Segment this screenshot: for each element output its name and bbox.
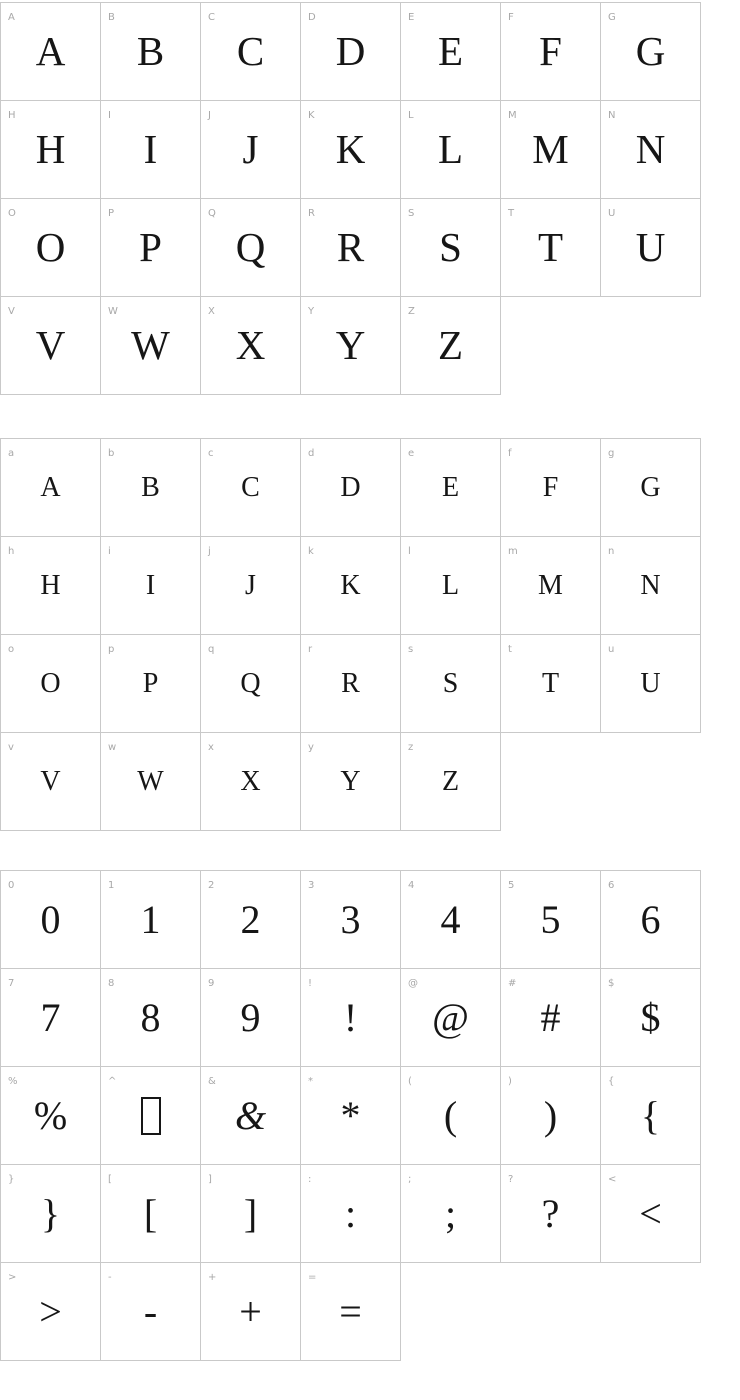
cell-label: } bbox=[8, 1174, 15, 1185]
char-cell bbox=[101, 1165, 201, 1263]
cell-glyph: H bbox=[35, 126, 66, 172]
cell-label: * bbox=[308, 1076, 313, 1087]
cell-glyph: 7 bbox=[40, 994, 61, 1040]
cell-glyph: W bbox=[131, 322, 170, 368]
cell-label: r bbox=[308, 644, 313, 655]
cell-glyph: ] bbox=[243, 1190, 258, 1236]
char-cell bbox=[1, 1067, 101, 1165]
cell-label: y bbox=[308, 742, 314, 753]
cell-glyph: 3 bbox=[340, 896, 361, 942]
char-cell bbox=[601, 3, 701, 101]
cell-glyph: A bbox=[35, 28, 66, 74]
char-row bbox=[1, 1165, 701, 1263]
char-cell bbox=[201, 871, 301, 969]
cell-label: C bbox=[208, 12, 215, 23]
char-row bbox=[1, 1067, 701, 1165]
char-cell bbox=[201, 635, 301, 733]
cell-glyph: + bbox=[239, 1288, 262, 1334]
char-cell bbox=[301, 439, 401, 537]
section-digits-and-symbols bbox=[0, 870, 740, 1361]
cell-glyph: V bbox=[35, 322, 66, 368]
cell-glyph: Y bbox=[340, 765, 361, 797]
cell-glyph: X bbox=[235, 322, 266, 368]
cell-label: [ bbox=[108, 1174, 112, 1185]
cell-label: I bbox=[108, 110, 111, 121]
cell-glyph: S bbox=[442, 667, 459, 699]
cell-glyph: 5 bbox=[540, 896, 561, 942]
cell-label: p bbox=[108, 644, 115, 655]
cell-label: n bbox=[608, 546, 615, 557]
cell-label: X bbox=[208, 306, 215, 317]
char-cell bbox=[101, 871, 201, 969]
cell-label: k bbox=[308, 546, 314, 557]
cell-glyph: $ bbox=[640, 994, 661, 1040]
char-cell bbox=[601, 969, 701, 1067]
cell-glyph: D bbox=[340, 471, 361, 503]
char-cell bbox=[401, 1067, 501, 1165]
char-cell bbox=[1, 3, 101, 101]
cell-label: w bbox=[108, 742, 117, 753]
cell-label: 4 bbox=[408, 880, 415, 891]
char-cell bbox=[301, 1263, 401, 1361]
cell-label: i bbox=[108, 546, 111, 557]
char-row bbox=[1, 3, 701, 101]
cell-label: G bbox=[608, 12, 616, 23]
char-cell bbox=[1, 635, 101, 733]
cell-glyph: P bbox=[139, 224, 162, 270]
cell-glyph: 8 bbox=[140, 994, 161, 1040]
cell-label: S bbox=[408, 208, 415, 219]
char-cell bbox=[401, 635, 501, 733]
cell-label: Y bbox=[308, 306, 315, 317]
cell-label: ; bbox=[408, 1174, 412, 1185]
cell-glyph: U bbox=[640, 667, 661, 699]
cell-glyph: Z bbox=[441, 765, 460, 797]
char-cell bbox=[601, 199, 701, 297]
char-cell bbox=[501, 969, 601, 1067]
cell-label: 0 bbox=[8, 880, 15, 891]
char-cell bbox=[601, 439, 701, 537]
char-cell bbox=[1, 1165, 101, 1263]
char-cell bbox=[601, 101, 701, 199]
cell-label: R bbox=[308, 208, 315, 219]
char-cell bbox=[201, 101, 301, 199]
char-cell bbox=[401, 1165, 501, 1263]
cell-label: ( bbox=[408, 1076, 412, 1087]
cell-glyph: ? bbox=[541, 1190, 560, 1236]
cell-label: { bbox=[608, 1076, 615, 1087]
cell-label: D bbox=[308, 12, 316, 23]
cell-label: - bbox=[108, 1272, 112, 1283]
char-row bbox=[1, 537, 701, 635]
cell-label: ^ bbox=[108, 1076, 117, 1087]
cell-glyph: R bbox=[341, 667, 360, 699]
char-cell bbox=[401, 199, 501, 297]
cell-label: u bbox=[608, 644, 615, 655]
cell-label: 1 bbox=[108, 880, 115, 891]
cell-glyph: U bbox=[635, 224, 666, 270]
cell-label: Z bbox=[408, 306, 415, 317]
cell-glyph: I bbox=[143, 126, 158, 172]
char-row bbox=[1, 1263, 701, 1361]
char-row bbox=[1, 101, 701, 199]
cell-label: 5 bbox=[508, 880, 515, 891]
cell-glyph: B bbox=[141, 471, 160, 503]
cell-label: q bbox=[208, 644, 215, 655]
cell-label: K bbox=[308, 110, 315, 121]
cell-glyph: } bbox=[40, 1190, 61, 1236]
char-row bbox=[1, 199, 701, 297]
char-cell bbox=[1, 101, 101, 199]
char-cell bbox=[301, 1165, 401, 1263]
cell-label: ] bbox=[208, 1174, 212, 1185]
char-cell bbox=[301, 635, 401, 733]
cell-glyph: M bbox=[538, 569, 563, 601]
char-cell bbox=[501, 1067, 601, 1165]
cell-label: z bbox=[408, 742, 414, 753]
cell-glyph: B bbox=[136, 28, 165, 74]
char-cell bbox=[601, 871, 701, 969]
char-cell bbox=[201, 297, 301, 395]
char-row bbox=[1, 439, 701, 537]
cell-glyph: Q bbox=[240, 667, 261, 699]
cell-label: M bbox=[508, 110, 517, 121]
char-cell bbox=[601, 537, 701, 635]
cell-glyph: T bbox=[541, 667, 560, 699]
cell-glyph: N bbox=[640, 569, 661, 601]
char-cell bbox=[301, 871, 401, 969]
cell-glyph: Z bbox=[437, 322, 464, 368]
cell-label: s bbox=[408, 644, 414, 655]
cell-label: P bbox=[108, 208, 115, 219]
char-cell bbox=[1, 199, 101, 297]
cell-label: > bbox=[8, 1272, 17, 1283]
char-cell bbox=[1, 871, 101, 969]
cell-glyph: ) bbox=[543, 1092, 558, 1138]
char-cell bbox=[601, 1165, 701, 1263]
cell-label: E bbox=[408, 12, 415, 23]
cell-label: b bbox=[108, 448, 115, 459]
cell-label: 6 bbox=[608, 880, 615, 891]
cell-glyph: - bbox=[143, 1288, 158, 1334]
char-row bbox=[1, 635, 701, 733]
cell-glyph: L bbox=[441, 569, 460, 601]
char-cell bbox=[201, 537, 301, 635]
cell-glyph: P bbox=[142, 667, 159, 699]
uppercase-letters-table bbox=[0, 2, 701, 395]
cell-glyph: N bbox=[635, 126, 666, 172]
cell-label: a bbox=[8, 448, 15, 459]
char-cell bbox=[201, 3, 301, 101]
cell-glyph: E bbox=[441, 471, 460, 503]
cell-label: N bbox=[608, 110, 616, 121]
cell-label: Q bbox=[208, 208, 216, 219]
digits-and-symbols-table bbox=[0, 870, 701, 1361]
cell-glyph: Y bbox=[335, 322, 366, 368]
char-cell bbox=[101, 1067, 201, 1165]
cell-glyph: 4 bbox=[440, 896, 461, 942]
cell-glyph: ! bbox=[343, 994, 358, 1040]
char-cell bbox=[501, 199, 601, 297]
cell-glyph: = bbox=[339, 1288, 362, 1334]
char-cell bbox=[101, 1263, 201, 1361]
char-cell bbox=[201, 1263, 301, 1361]
char-row bbox=[1, 871, 701, 969]
cell-glyph: O bbox=[35, 224, 66, 270]
cell-label: m bbox=[508, 546, 518, 557]
cell-glyph: { bbox=[640, 1092, 661, 1138]
cell-glyph: V bbox=[40, 765, 61, 797]
char-cell bbox=[201, 199, 301, 297]
char-row bbox=[1, 969, 701, 1067]
char-cell bbox=[401, 969, 501, 1067]
cell-glyph: G bbox=[640, 471, 661, 503]
char-cell bbox=[401, 733, 501, 831]
cell-glyph: W bbox=[137, 765, 164, 797]
cell-label: U bbox=[608, 208, 616, 219]
cell-glyph: [ bbox=[143, 1190, 158, 1236]
cell-label: H bbox=[8, 110, 16, 121]
lowercase-small-caps-table bbox=[0, 438, 701, 831]
cell-glyph: J bbox=[245, 569, 256, 601]
cell-label: c bbox=[208, 448, 214, 459]
char-cell bbox=[401, 871, 501, 969]
cell-label: L bbox=[408, 110, 414, 121]
cell-label: T bbox=[508, 208, 515, 219]
cell-label: % bbox=[8, 1076, 18, 1087]
char-cell bbox=[501, 3, 601, 101]
cell-glyph: @ bbox=[432, 994, 469, 1040]
char-cell bbox=[101, 537, 201, 635]
cell-glyph: K bbox=[340, 569, 361, 601]
char-cell bbox=[601, 1067, 701, 1165]
cell-label: j bbox=[208, 546, 211, 557]
cell-glyph: J bbox=[242, 126, 259, 172]
char-cell bbox=[201, 969, 301, 1067]
cell-label: 2 bbox=[208, 880, 215, 891]
cell-glyph: Q bbox=[235, 224, 266, 270]
char-cell bbox=[501, 635, 601, 733]
cell-label: & bbox=[208, 1076, 216, 1087]
char-cell bbox=[501, 439, 601, 537]
char-cell bbox=[201, 1165, 301, 1263]
char-cell bbox=[101, 3, 201, 101]
char-cell bbox=[1, 733, 101, 831]
char-cell bbox=[401, 537, 501, 635]
cell-glyph: A bbox=[40, 471, 61, 503]
cell-label: : bbox=[308, 1174, 312, 1185]
char-cell bbox=[501, 1165, 601, 1263]
char-cell bbox=[1, 1263, 101, 1361]
cell-label: F bbox=[508, 12, 514, 23]
cell-glyph: C bbox=[241, 471, 260, 503]
char-cell bbox=[101, 101, 201, 199]
char-cell bbox=[301, 101, 401, 199]
cell-glyph: 9 bbox=[240, 994, 261, 1040]
char-cell bbox=[201, 733, 301, 831]
cell-label: 9 bbox=[208, 978, 215, 989]
cell-label: ? bbox=[508, 1174, 514, 1185]
cell-label: J bbox=[208, 110, 211, 121]
char-cell bbox=[301, 969, 401, 1067]
cell-glyph: & bbox=[234, 1092, 267, 1138]
cell-glyph: % bbox=[33, 1092, 68, 1138]
cell-glyph: : bbox=[344, 1190, 357, 1236]
char-cell bbox=[601, 635, 701, 733]
cell-glyph: I bbox=[145, 569, 156, 601]
cell-label: W bbox=[108, 306, 118, 317]
cell-glyph: R bbox=[336, 224, 365, 270]
char-cell bbox=[301, 1067, 401, 1165]
cell-label: 7 bbox=[8, 978, 15, 989]
char-cell bbox=[501, 871, 601, 969]
cell-glyph: X bbox=[240, 765, 261, 797]
cell-label: e bbox=[408, 448, 415, 459]
cell-glyph: ( bbox=[443, 1092, 458, 1138]
cell-glyph: C bbox=[236, 28, 265, 74]
char-cell bbox=[1, 439, 101, 537]
cell-glyph: F bbox=[539, 28, 562, 74]
cell-label: h bbox=[8, 546, 15, 557]
cell-glyph: 6 bbox=[640, 896, 661, 942]
cell-glyph: S bbox=[439, 224, 462, 270]
cell-label: < bbox=[608, 1174, 617, 1185]
cell-glyph: ; bbox=[444, 1190, 457, 1236]
cell-glyph: E bbox=[437, 28, 464, 74]
section-lowercase-small-caps bbox=[0, 438, 740, 831]
cell-label: l bbox=[408, 546, 411, 557]
char-cell bbox=[201, 439, 301, 537]
char-cell bbox=[501, 537, 601, 635]
char-cell bbox=[1, 537, 101, 635]
cell-label: $ bbox=[608, 978, 615, 989]
char-cell bbox=[301, 3, 401, 101]
char-cell bbox=[501, 101, 601, 199]
cell-label: A bbox=[8, 12, 15, 23]
cell-glyph: T bbox=[537, 224, 564, 270]
char-row bbox=[1, 733, 701, 831]
cell-label: + bbox=[208, 1272, 217, 1283]
char-cell bbox=[401, 439, 501, 537]
char-cell bbox=[101, 733, 201, 831]
cell-label: 8 bbox=[108, 978, 115, 989]
cell-glyph: M bbox=[532, 126, 569, 172]
cell-label: ! bbox=[308, 978, 313, 989]
char-cell bbox=[301, 297, 401, 395]
char-cell bbox=[301, 537, 401, 635]
char-cell bbox=[301, 199, 401, 297]
char-cell bbox=[301, 733, 401, 831]
cell-label: = bbox=[308, 1272, 317, 1283]
section-uppercase-letters bbox=[0, 2, 740, 395]
char-cell bbox=[1, 297, 101, 395]
cell-glyph: O bbox=[40, 667, 61, 699]
cell-glyph: L bbox=[437, 126, 464, 172]
char-cell bbox=[1, 969, 101, 1067]
char-cell bbox=[401, 101, 501, 199]
cell-label: f bbox=[508, 448, 512, 459]
cell-label: # bbox=[508, 978, 517, 989]
cell-label: B bbox=[108, 12, 115, 23]
cell-label: x bbox=[208, 742, 214, 753]
cell-glyph: 0 bbox=[40, 896, 61, 942]
cell-label: ) bbox=[508, 1076, 512, 1087]
cell-label: V bbox=[8, 306, 15, 317]
cell-glyph: H bbox=[40, 569, 61, 601]
cell-glyph: G bbox=[635, 28, 666, 74]
char-cell bbox=[101, 297, 201, 395]
char-cell bbox=[101, 439, 201, 537]
cell-label: @ bbox=[408, 978, 418, 989]
cell-glyph: F bbox=[542, 471, 559, 503]
cell-label: 3 bbox=[308, 880, 315, 891]
cell-glyph: # bbox=[540, 994, 561, 1040]
cell-label: v bbox=[8, 742, 14, 753]
cell-glyph: > bbox=[39, 1288, 62, 1334]
char-cell bbox=[101, 199, 201, 297]
cell-glyph: D bbox=[335, 28, 366, 74]
cell-label: o bbox=[8, 644, 15, 655]
cell-glyph: < bbox=[639, 1190, 662, 1236]
char-cell bbox=[401, 3, 501, 101]
cell-glyph: 2 bbox=[240, 896, 261, 942]
char-cell bbox=[401, 297, 501, 395]
cell-label: g bbox=[608, 448, 615, 459]
char-cell bbox=[101, 969, 201, 1067]
cell-glyph: * bbox=[340, 1092, 361, 1138]
char-row bbox=[1, 297, 701, 395]
cell-label: d bbox=[308, 448, 315, 459]
char-cell bbox=[201, 1067, 301, 1165]
cell-label: O bbox=[8, 208, 16, 219]
cell-glyph: 1 bbox=[140, 896, 161, 942]
cell-label: t bbox=[508, 644, 512, 655]
char-cell bbox=[101, 635, 201, 733]
cell-glyph: K bbox=[335, 126, 366, 172]
missing-glyph-box bbox=[101, 1067, 200, 1164]
